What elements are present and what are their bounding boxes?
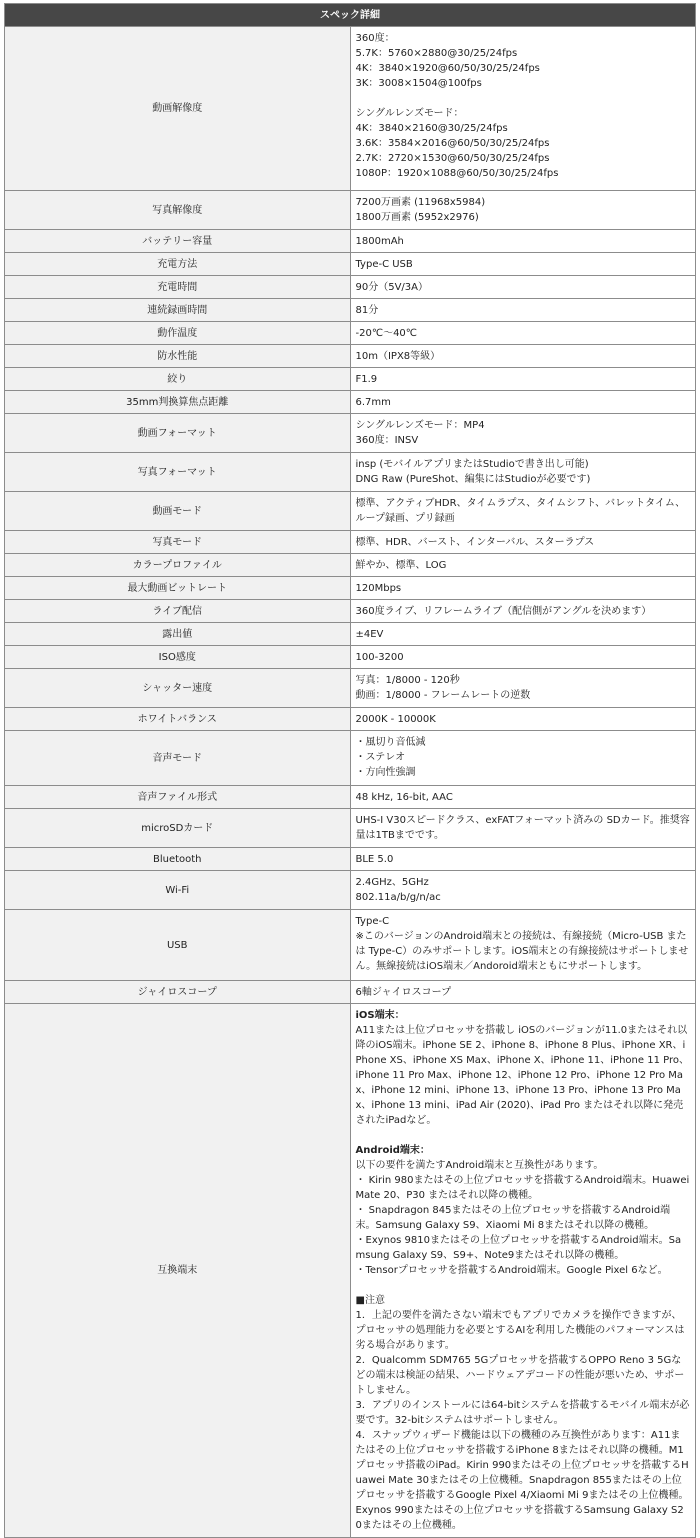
spec-value: [350, 848, 696, 871]
spec-value-line: 1080P：1920×1088@60/50/30/25/24fps: [355, 168, 559, 179]
spec-value: [350, 786, 696, 809]
spec-label: ISO感度: [5, 646, 351, 669]
spec-value-line: ±4EV: [355, 628, 384, 640]
spec-value-line: Android端末：: [355, 1145, 430, 1156]
spec-value-line: 4K：3840×2160@30/25/24fps: [355, 123, 508, 134]
spec-table: [4, 3, 696, 1538]
spec-value: [350, 669, 696, 708]
table-row: [5, 708, 696, 731]
table-row: [5, 230, 696, 253]
spec-value: [350, 708, 696, 731]
table-row: [5, 669, 696, 708]
spec-value-line: 6軸ジャイロスコープ: [355, 986, 452, 998]
spec-value-line: 2.7K：2720×1530@60/50/30/25/24fps: [355, 153, 550, 164]
spec-value: [350, 414, 696, 453]
spec-value-line: 写真：1/8000 - 120秒: [355, 675, 460, 686]
table-row: [5, 848, 696, 871]
spec-value-line: 360度ライブ、リフレームライブ（配信側がアングルを決めます）: [355, 605, 652, 617]
spec-value-line: 81分: [355, 304, 379, 316]
table-row: [5, 453, 696, 492]
spec-value: [350, 230, 696, 253]
spec-label: 35mm判換算焦点距離: [5, 391, 351, 414]
spec-value-line: 360度：: [355, 33, 395, 44]
spec-value-line: ・Exynos 9810またはその上位プロセッサを搭載するAndroid端末。Samsung Galaxy S9、S9+、Note9またはそれ以降の機種。: [355, 1235, 682, 1261]
spec-value-line: ・ステレオ: [355, 752, 406, 763]
spec-value-line: 5.7K：5760×2880@30/25/24fps: [355, 48, 518, 59]
spec-value-line: 120Mbps: [355, 582, 402, 594]
spec-label: 充電時間: [5, 276, 351, 299]
spec-value-line: BLE 5.0: [355, 853, 394, 865]
spec-value-line: iOS端末：: [355, 1010, 405, 1021]
spec-value-line: 6.7mm: [355, 396, 391, 408]
table-row: [5, 27, 696, 191]
spec-value: [350, 368, 696, 391]
table-row: [5, 322, 696, 345]
table-row: [5, 414, 696, 453]
spec-value: [350, 1004, 696, 1538]
spec-label: ホワイトバランス: [5, 708, 351, 731]
spec-label: 最大動画ビットレート: [5, 577, 351, 600]
spacer: [356, 91, 691, 106]
spec-label: ライブ配信: [5, 600, 351, 623]
table-row: [5, 253, 696, 276]
spec-value-line: 以下の要件を満たすAndroid端末と互換性があります。: [355, 1160, 604, 1171]
table-row: [5, 871, 696, 910]
table-row: [5, 600, 696, 623]
spec-value-line: 1．上記の要件を満たさない端末でもアプリでカメラを操作できますが、プロセッサの処理能力を必要とするAIを利用した機能のパフォーマンスは劣る場合があります。: [355, 1310, 685, 1351]
spec-value: [350, 646, 696, 669]
spec-label: 動作温度: [5, 322, 351, 345]
spec-value-line: 90分（5V/3A）: [355, 281, 428, 293]
spec-value: [350, 531, 696, 554]
spec-label: 防水性能: [5, 345, 351, 368]
table-title: スペック詳細: [5, 4, 696, 27]
spec-value-line: 100-3200: [355, 651, 404, 663]
spec-value-line: ・ Snapdragon 845またはその上位プロセッサを搭載するAndroid端末。Samsung Galaxy S9、Xiaomi Mi 8またはそれ以降の機種。: [355, 1205, 671, 1231]
spec-value-line: 3．アプリのインストールには64-bitシステムを搭載するモバイル端末が必要です。32-bitシステムはサポートしません。: [355, 1400, 690, 1426]
spacer: [356, 1278, 691, 1293]
spec-value-line: シングルレンズモード：MP4: [355, 420, 485, 431]
spec-value: [350, 600, 696, 623]
spec-value-line: Type-C USB: [355, 258, 413, 270]
spec-label: 絞り: [5, 368, 351, 391]
spec-value-line: 2．Qualcomm SDM765 5Gプロセッサを搭載するOPPO Reno 3 5Gなどの端末は検証の結果、ハードウェアデコードの性能が悪いため、サポートしません。: [355, 1355, 685, 1396]
spec-value-line: 48 kHz, 16-bit, AAC: [355, 791, 453, 803]
spec-value: [350, 253, 696, 276]
spec-label: 動画フォーマット: [5, 414, 351, 453]
spec-value: [350, 577, 696, 600]
spec-value-line: 360度：INSV: [355, 435, 419, 446]
spec-value: [350, 191, 696, 230]
spec-label: microSDカード: [5, 809, 351, 848]
spec-value-line: Type-C: [355, 916, 390, 927]
spec-value-line: -20℃～40℃: [355, 327, 418, 339]
table-row: [5, 492, 696, 531]
table-row: [5, 577, 696, 600]
table-row: [5, 1004, 696, 1538]
spec-value: [350, 554, 696, 577]
spec-label: カラープロファイル: [5, 554, 351, 577]
spec-label: 動画モード: [5, 492, 351, 531]
table-row: [5, 910, 696, 981]
table-row: [5, 623, 696, 646]
table-row: [5, 809, 696, 848]
table-row: [5, 981, 696, 1004]
spec-value-line: UHS-I V30スピードクラス、exFATフォーマット済みの SDカード。推奨容量は1TBまでです。: [355, 815, 690, 841]
spec-label: シャッター速度: [5, 669, 351, 708]
spec-value-line: 2000K - 10000K: [355, 713, 436, 725]
table-row: [5, 554, 696, 577]
spec-value: [350, 322, 696, 345]
spacer: [356, 1128, 691, 1143]
table-row: [5, 345, 696, 368]
spec-value-line: ・風切り音低減: [355, 737, 426, 748]
spec-value-line: 10m（IPX8等級）: [355, 350, 441, 362]
spec-value: [350, 391, 696, 414]
spec-value-line: 4．スナップウィザード機能は以下の機種のみ互換性があります：A11またはその上位プロセッサを搭載するiPhone 8またはそれ以降の機種。M1プロセッサ搭載のiPad。Kirin 990またはその上位プロセッサを搭載するHuawei Mate 30またはその上位機種。Snapdragon 855またはその上位プロセッサを搭載するGoogle Pixel 4/Xiaomi Mi 9またはその上位機種。Exynos 990またはその上位プロセッサを搭載するSamsung Galaxy S20またはその上位機種。: [355, 1430, 689, 1531]
table-row: [5, 391, 696, 414]
spec-value: [350, 299, 696, 322]
spec-table-body: [5, 27, 696, 1538]
spec-value-line: 動画：1/8000 - フレームレートの逆数: [355, 690, 531, 701]
spec-value-line: F1.9: [355, 373, 378, 385]
spec-label: USB: [5, 910, 351, 981]
spec-value: [350, 27, 696, 191]
spec-label: 充電方法: [5, 253, 351, 276]
spec-value: [350, 981, 696, 1004]
spec-label: 写真解像度: [5, 191, 351, 230]
spec-label: ジャイロスコープ: [5, 981, 351, 1004]
table-row: [5, 731, 696, 786]
spec-value: [350, 345, 696, 368]
table-row: [5, 276, 696, 299]
spec-value-line: 2.4GHz、5GHz: [355, 877, 429, 888]
spec-value-line: 鮮やか、標準、LOG: [355, 559, 447, 571]
spec-label: バッテリー容量: [5, 230, 351, 253]
spec-label: 連続録画時間: [5, 299, 351, 322]
table-row: [5, 299, 696, 322]
spec-value-line: 1800mAh: [355, 235, 404, 247]
spec-value: [350, 492, 696, 531]
spec-value-line: 標準、アクティブHDR、タイムラプス、タイムシフト、バレットタイム、ループ録画、プリ録画: [355, 498, 686, 524]
spec-label: Bluetooth: [5, 848, 351, 871]
spec-value: [350, 623, 696, 646]
spec-value: [350, 453, 696, 492]
table-row: [5, 646, 696, 669]
table-row: [5, 191, 696, 230]
spec-value-line: 7200万画素 (11968x5984): [355, 197, 486, 208]
spec-label: 写真フォーマット: [5, 453, 351, 492]
spec-value-line: ■注意: [355, 1295, 385, 1306]
spec-label: 音声ファイル形式: [5, 786, 351, 809]
spec-value: [350, 910, 696, 981]
spec-label: 互換端末: [5, 1004, 351, 1538]
spec-value: [350, 276, 696, 299]
spec-value: [350, 871, 696, 910]
spec-value-line: ・方向性強調: [355, 767, 416, 778]
spec-label: 音声モード: [5, 731, 351, 786]
spec-value-line: 3.6K：3584×2016@60/50/30/25/24fps: [355, 138, 550, 149]
spec-value-line: DNG Raw (PureShot、編集にはStudioが必要です): [355, 474, 591, 485]
spec-label: Wi-Fi: [5, 871, 351, 910]
spec-value: [350, 731, 696, 786]
table-row: [5, 368, 696, 391]
spec-value: [350, 809, 696, 848]
spec-value-line: 4K：3840×1920@60/50/30/25/24fps: [355, 63, 540, 74]
spec-label: 露出値: [5, 623, 351, 646]
spec-label: 動画解像度: [5, 27, 351, 191]
spec-label: 写真モード: [5, 531, 351, 554]
spec-value-line: ※このバージョンのAndroid端末との接続は、有線接続（Micro-USB または Type-C）のみサポートします。iOS端末との有線接続はサポートしません。無線接続はiOS端末／Andoroid端末ともにサポートします。: [355, 931, 689, 972]
table-row: [5, 531, 696, 554]
spec-value-line: 3K：3008×1504@100fps: [355, 78, 482, 89]
spec-value-line: A11または上位プロセッサを搭載し iOSのバージョンが11.0またはそれ以降のiOS端末。iPhone SE 2、iPhone 8、iPhone 8 Plus、iPhone XR、iPhone XS、iPhone XS Max、iPhone X、iPhone 11、iPhone 11 Pro、iPhone 11 Pro Max、iPhone 12、iPhone 12 Pro、iPhone 12 Pro Max、iPhone 12 mini、iPhone 13、iPhone 13 Pro、iPhone 13 Pro Max、iPhone 13 mini、iPad Air (2020)、iPad Pro またはそれ以降に発売されたiPadなど。: [355, 1025, 689, 1126]
spec-value-line: ・ Kirin 980またはその上位プロセッサを搭載するAndroid端末。Huawei Mate 20、P30 またはそれ以降の機種。: [355, 1175, 693, 1201]
table-row: [5, 786, 696, 809]
spec-value-line: 802.11a/b/g/n/ac: [355, 892, 441, 903]
spec-value-line: insp (モバイルアプリまたはStudioで書き出し可能): [355, 459, 589, 470]
spec-value-line: 標準、HDR、バースト、インターバル、スターラプス: [355, 536, 595, 548]
spec-value-line: シングルレンズモード：: [355, 108, 464, 119]
spec-value-line: 1800万画素 (5952x2976): [355, 212, 479, 223]
spec-value-line: ・Tensorプロセッサを搭載するAndroid端末。Google Pixel 6など。: [355, 1265, 668, 1276]
